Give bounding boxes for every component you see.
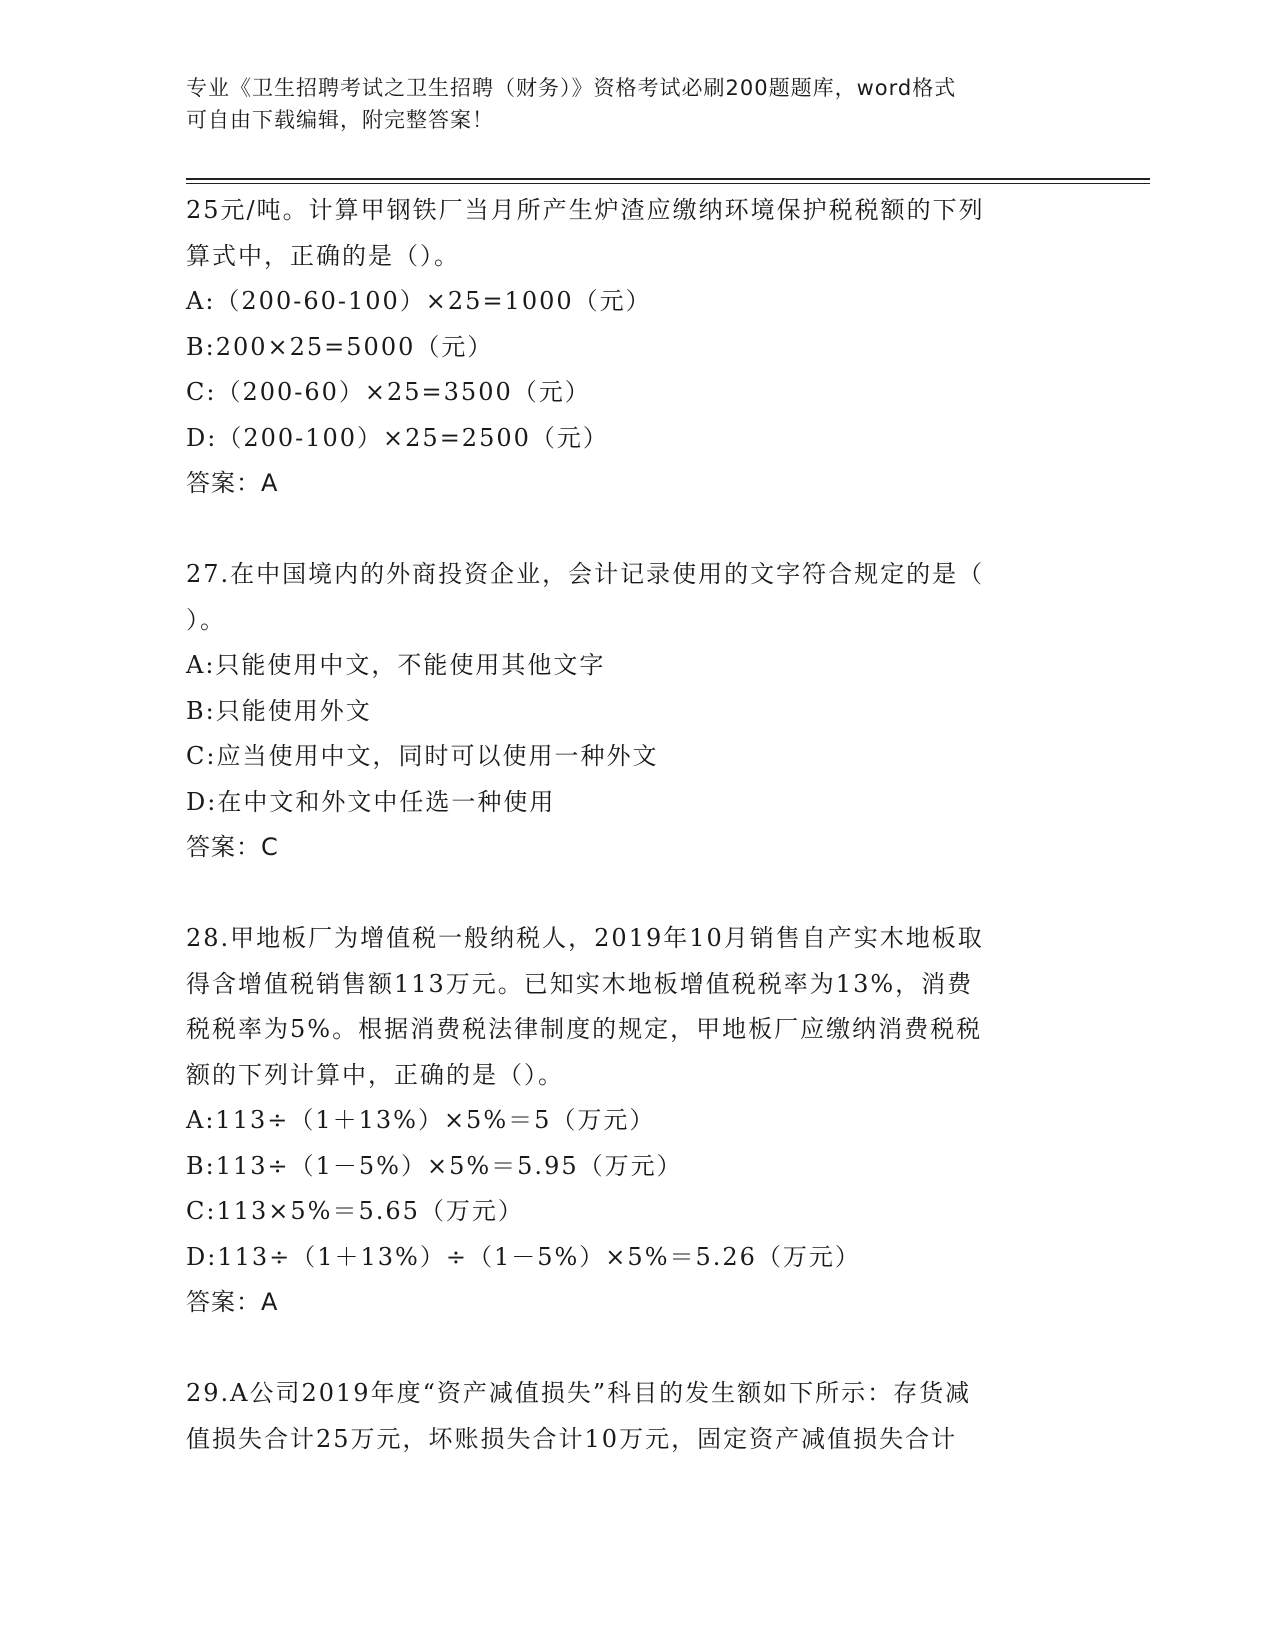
option-b: B:只能使用外文	[186, 696, 372, 725]
option-a: A:（200-60-100）×25=1000（元）	[186, 287, 652, 315]
option-c: C:113×5%＝5.65（万元）	[186, 1197, 524, 1225]
question-29	[186, 1371, 1086, 1462]
question-text: ）。	[186, 605, 226, 634]
header-divider-thin	[186, 183, 1150, 184]
answer: 答案：C	[186, 833, 279, 861]
option-d: D:113÷（1＋13%）÷（1－5%）×5%＝5.26（万元）	[186, 1242, 861, 1271]
option-d: D:在中文和外文中任选一种使用	[186, 787, 556, 816]
answer: 答案：A	[186, 1288, 279, 1316]
option-b: B:200×25=5000（元）	[186, 332, 494, 361]
option-b: B:113÷（1－5%）×5%＝5.95（万元）	[186, 1151, 683, 1180]
question-text: 额的下列计算中，正确的是（）。	[186, 1060, 564, 1089]
question-text: 28.甲地板厂为增值税一般纳税人，2019年10月销售自产实木地板取	[186, 924, 984, 952]
option-a: A:只能使用中文，不能使用其他文字	[186, 651, 606, 679]
spacer	[186, 507, 1086, 553]
spacer	[186, 1326, 1086, 1372]
document-header	[186, 72, 1066, 136]
answer: 答案：A	[186, 469, 279, 497]
question-text: 27.在中国境内的外商投资企业，会计记录使用的文字符合规定的是（	[186, 560, 985, 588]
question-27	[186, 552, 1086, 871]
question-26	[186, 188, 1086, 507]
option-c: C:（200-60）×25=3500（元）	[186, 378, 591, 406]
option-d: D:（200-100）×25=2500（元）	[186, 423, 609, 452]
question-text: 税税率为5%。根据消费税法律制度的规定，甲地板厂应缴纳消费税税	[186, 1015, 983, 1043]
question-text: 29.A公司2019年度“资产减值损失”科目的发生额如下所示：存货减	[186, 1379, 972, 1407]
header-divider-thick	[186, 178, 1150, 180]
spacer	[186, 871, 1086, 917]
option-a: A:113÷（1＋13%）×5%＝5（万元）	[186, 1106, 656, 1134]
question-text: 得含增值税销售额113万元。已知实木地板增值税税率为13%，消费	[186, 969, 974, 998]
question-text: 算式中，正确的是（）。	[186, 241, 460, 270]
header-line-1: 专业《卫生招聘考试之卫生招聘（财务）》资格考试必刷200题题库，word格式	[186, 76, 957, 100]
question-list	[186, 188, 1086, 1462]
question-28	[186, 916, 1086, 1326]
option-c: C:应当使用中文，同时可以使用一种外文	[186, 742, 659, 770]
question-text: 25元/吨。计算甲钢铁厂当月所产生炉渣应缴纳环境保护税税额的下列	[186, 196, 985, 224]
question-text: 值损失合计25万元，坏账损失合计10万元，固定资产减值损失合计	[186, 1424, 958, 1453]
header-line-2: 可自由下载编辑，附完整答案！	[186, 108, 494, 132]
